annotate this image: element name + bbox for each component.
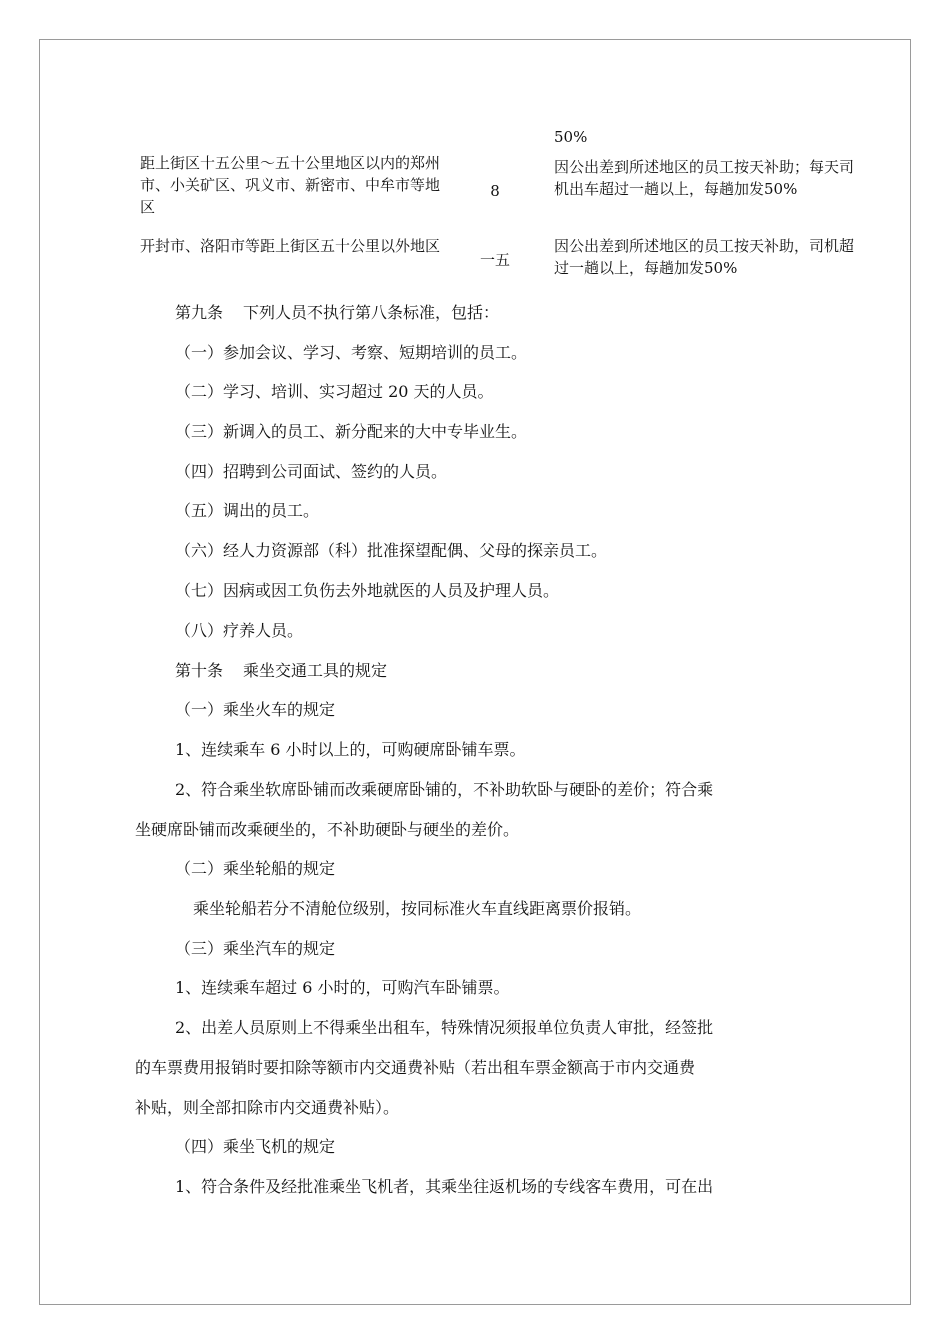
table-cell-region: 开封市、洛阳市等距上街区五十公里以外地区 (140, 237, 441, 255)
article-9-heading (175, 300, 499, 323)
table-cell-note: 50% (554, 128, 588, 146)
table-cell-amount: 8 (490, 182, 500, 200)
section-title-ship: （二）乘坐轮船的规定 (175, 859, 336, 878)
list-item: （三）新调入的员工、新分配来的大中专毕业生。 (175, 422, 528, 441)
paragraph-line: 2、出差人员原则上不得乘坐出租车，特殊情况须报单位负责人审批，经签批 (175, 1018, 714, 1037)
section-title-bus: （三）乘坐汽车的规定 (175, 939, 336, 958)
section-title-train: （一）乘坐火车的规定 (175, 700, 336, 719)
paragraph-line: 1、连续乘车超过 6 小时的，可购汽车卧铺票。 (175, 978, 510, 997)
list-item: （一）参加会议、学习、考察、短期培训的员工。 (175, 343, 528, 362)
section-title-plane: （四）乘坐飞机的规定 (175, 1137, 336, 1156)
table-row (140, 235, 860, 281)
article-number: 第九条 (175, 303, 224, 322)
paragraph-line: 乘坐轮船若分不清舱位级别，按同标准火车直线距离票价报销。 (193, 899, 642, 918)
article-title: 下列人员不执行第八条标准，包括： (243, 303, 500, 322)
table-cell-note: 因公出差到所述地区的员工按天补助；每天司机出车超过一趟以上，每趟加发50% (554, 158, 855, 198)
article-title: 乘坐交通工具的规定 (243, 661, 388, 680)
list-item: （六）经人力资源部（科）批准探望配偶、父母的探亲员工。 (175, 541, 608, 560)
list-item: （四）招聘到公司面试、签约的人员。 (175, 462, 448, 481)
paragraph-line: 1、符合条件及经批准乘坐飞机者，其乘坐往返机场的专线客车费用，可在出 (175, 1177, 714, 1196)
list-item: （七）因病或因工负伤去外地就医的人员及护理人员。 (175, 581, 560, 600)
article-number: 第十条 (175, 661, 224, 680)
list-item: （二）学习、培训、实习超过 20 天的人员。 (175, 382, 494, 401)
paragraph-line: 1、连续乘车 6 小时以上的，可购硬席卧铺车票。 (175, 740, 526, 759)
table-cell-amount: 一五 (479, 251, 510, 269)
list-item: （五）调出的员工。 (175, 501, 320, 520)
paragraph-line: 坐硬席卧铺而改乘硬坐的，不补助硬卧与硬坐的差价。 (135, 820, 520, 839)
article-10-heading (175, 658, 387, 681)
table-cell-note: 因公出差到所述地区的员工按天补助，司机超过一趟以上，每趟加发50% (554, 237, 855, 277)
paragraph-line: 补贴，则全部扣除市内交通费补贴）。 (135, 1098, 400, 1117)
paragraph-line: 的车票费用报销时要扣除等额市内交通费补贴（若出租车票金额高于市内交通费 (135, 1058, 696, 1077)
list-item: （八）疗养人员。 (175, 621, 304, 640)
paragraph-line: 2、符合乘坐软席卧铺而改乘硬席卧铺的，不补助软卧与硬卧的差价；符合乘 (175, 780, 714, 799)
table-cell-region: 距上街区十五公里～五十公里地区以内的郑州市、小关矿区、巩义市、新密市、中牟市等地区 (140, 154, 441, 216)
table-row (140, 152, 860, 222)
